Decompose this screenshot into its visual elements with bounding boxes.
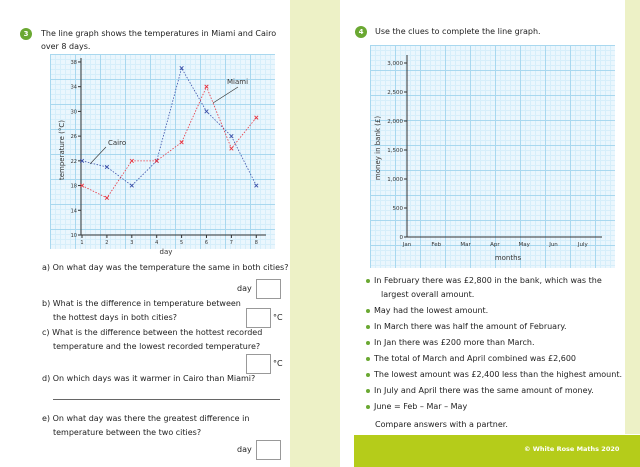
y-tick-label: 26 — [70, 134, 77, 141]
y-tick-label: 18 — [70, 183, 77, 190]
x-tick-label: July — [577, 242, 588, 248]
clue: In March there was half the amount of February. — [374, 322, 567, 331]
cairo-pointer — [90, 147, 106, 164]
clue: In July and April there was the same amount of money. — [374, 386, 594, 395]
y-tick-label: 14 — [70, 208, 77, 215]
answer-b-input[interactable] — [246, 308, 271, 328]
y-tick-label: 1,500 — [387, 148, 403, 154]
clue-cont: largest overall amount. — [381, 290, 475, 299]
y-tick-label: 2,000 — [387, 119, 403, 125]
y-tick-label: 22 — [70, 158, 77, 165]
answer-a-input[interactable] — [256, 279, 281, 299]
question-title: Use the clues to complete the line graph. — [375, 27, 541, 36]
answer-e-input[interactable] — [256, 440, 281, 460]
question-e: e) On what day was there the greatest difference in — [42, 414, 250, 423]
x-tick-label: Feb — [431, 242, 442, 248]
miami-point — [130, 159, 134, 163]
x-axis-label: day — [159, 248, 173, 256]
cairo-point — [205, 110, 209, 114]
y-tick-label: 38 — [70, 59, 77, 66]
miami-label: Miami — [227, 78, 249, 86]
x-tick-label: May — [518, 242, 530, 248]
y-tick-label: 2,500 — [387, 90, 403, 96]
miami-point — [105, 196, 109, 200]
question-d: d) On which days was it warmer in Cairo than Miami? — [42, 374, 256, 383]
x-tick-label: 3 — [130, 240, 134, 246]
y-tick-label: 0 — [399, 235, 403, 241]
answer-d-line[interactable] — [53, 399, 280, 400]
clue: The total of March and April combined was £2,600 — [374, 354, 577, 363]
y-tick-label: 3,000 — [387, 61, 403, 67]
clue: In February there was £2,800 in the bank, which was the — [374, 276, 602, 285]
question-e-cont: temperature between the two cities? — [53, 428, 202, 437]
question-c-cont: temperature and the lowest recorded temperature? — [53, 342, 261, 351]
question-title: The line graph shows the temperatures in Miami and Cairo — [41, 29, 277, 38]
clue: June = Feb – Mar – May — [374, 402, 468, 411]
question-b-cont: the hottest days in both cities? — [53, 313, 177, 322]
x-tick-label: 5 — [180, 240, 184, 246]
x-tick-label: 1 — [80, 240, 84, 246]
unit-label: °C — [273, 313, 283, 322]
x-tick-label: 2 — [105, 240, 109, 246]
miami-point — [205, 85, 209, 89]
x-tick-label: 7 — [229, 240, 233, 246]
clue: In Jan there was £200 more than March. — [374, 338, 535, 347]
x-tick-label: Jun — [549, 242, 558, 248]
unit-label: °C — [273, 359, 283, 368]
question-number-badge: 3 — [20, 28, 32, 40]
day-label: day — [237, 284, 252, 293]
compare-note: Compare answers with a partner. — [375, 420, 508, 429]
x-tick-label: Jan — [402, 242, 412, 248]
miami-pointer — [213, 87, 238, 103]
x-tick-label: 6 — [204, 240, 209, 246]
cairo-point — [130, 184, 134, 188]
day-label: day — [237, 445, 252, 454]
question-c: c) What is the difference between the hottest recorded — [42, 328, 263, 337]
footer-bar — [354, 435, 640, 467]
x-tick-label: 8 — [254, 240, 258, 246]
copyright: © White Rose Maths 2020 — [524, 445, 620, 453]
y-tick-label: 1,000 — [387, 177, 403, 183]
y-tick-label: 30 — [70, 109, 77, 116]
answer-c-input[interactable] — [246, 354, 271, 374]
x-tick-label: Apr — [490, 242, 500, 248]
clue: The lowest amount was £2,400 less than the highest amount. — [374, 370, 622, 379]
clue: May had the lowest amount. — [374, 306, 489, 315]
cairo-label: Cairo — [108, 139, 127, 147]
cairo-point — [255, 184, 259, 188]
y-axis-label: temperature (°C) — [58, 119, 66, 181]
miami-point — [230, 147, 234, 151]
miami-point — [255, 116, 259, 120]
y-axis-label: money in bank (£) — [374, 115, 382, 181]
question-b: b) What is the difference in temperature between — [42, 299, 241, 308]
question-title-cont: over 8 days. — [41, 42, 91, 51]
y-tick-label: 34 — [70, 84, 77, 91]
x-axis-label: months — [494, 254, 522, 262]
y-tick-label: 10 — [70, 233, 77, 239]
question-a: a) On what day was the temperature the same in both cities? — [42, 263, 289, 272]
miami-point — [180, 141, 184, 145]
x-tick-label: 4 — [155, 240, 159, 246]
question-number-badge: 4 — [355, 26, 367, 38]
cairo-point — [230, 134, 234, 138]
y-tick-label: 500 — [392, 206, 403, 212]
x-tick-label: Mar — [460, 242, 471, 248]
